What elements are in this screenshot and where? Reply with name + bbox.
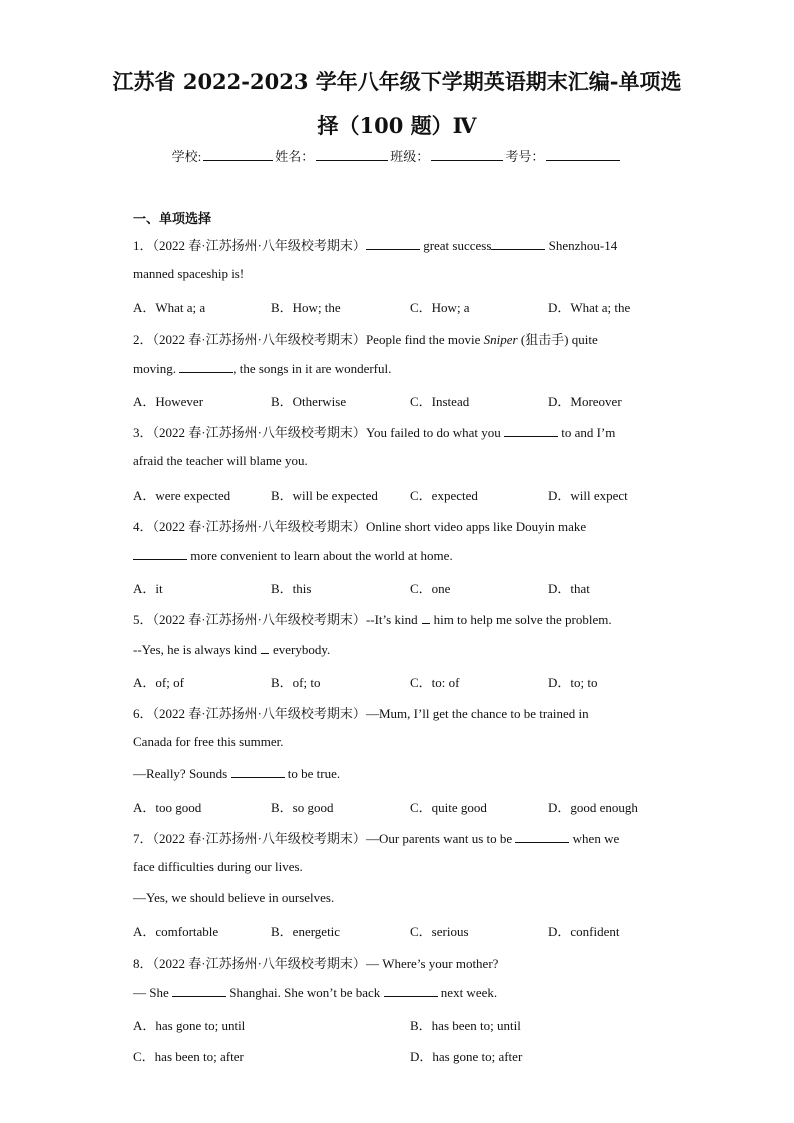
question-number: 4． xyxy=(133,519,153,534)
answer-blank xyxy=(384,984,438,997)
question-text: when we xyxy=(572,831,620,846)
option-d[interactable]: D．has gone to; after xyxy=(410,1049,523,1064)
option-a[interactable]: A．too good xyxy=(133,800,202,815)
question-1-line-2: manned spaceship is! xyxy=(133,266,245,281)
question-number: 3． xyxy=(133,425,153,440)
question-5-line-1 xyxy=(133,609,612,628)
question-number: 8． xyxy=(133,956,153,971)
option-b[interactable]: B．energetic xyxy=(271,924,341,939)
question-2-line-2 xyxy=(133,360,391,377)
question-number: 1． xyxy=(133,238,153,253)
option-a[interactable]: A．were expected xyxy=(133,488,231,503)
option-d[interactable]: D．confident xyxy=(548,924,620,939)
question-6-line-3 xyxy=(133,765,340,782)
number-label: 考号： xyxy=(505,149,545,164)
name-blank[interactable] xyxy=(316,148,388,161)
question-number: 7． xyxy=(133,831,153,846)
answer-blank xyxy=(504,424,558,437)
option-a[interactable]: A．of; of xyxy=(133,675,184,690)
option-b[interactable]: B．this xyxy=(271,581,312,596)
question-6-line-1 xyxy=(133,703,589,722)
option-a[interactable]: A．However xyxy=(133,394,204,409)
question-source: （2022 春·江苏扬州·八年级校考期末） xyxy=(152,332,366,347)
question-2-line-1 xyxy=(133,329,598,348)
question-source: （2022 春·江苏扬州·八年级校考期末） xyxy=(152,519,366,534)
option-b[interactable]: B．How; the xyxy=(271,300,341,315)
school-blank[interactable] xyxy=(203,148,273,161)
question-4-line-2 xyxy=(133,547,453,564)
question-text: — She xyxy=(133,985,169,1000)
question-source: （2022 春·江苏扬州·八年级校考期末） xyxy=(152,706,366,721)
question-text: next week. xyxy=(440,985,498,1000)
question-text: everybody. xyxy=(272,642,331,657)
question-3-line-2: afraid the teacher will blame you. xyxy=(133,453,308,468)
section-heading: 一、单项选择 xyxy=(133,212,212,227)
answer-blank xyxy=(491,237,545,250)
option-d[interactable]: D．good enough xyxy=(548,800,638,815)
question-text: You failed to do what you xyxy=(365,425,501,440)
movie-title: Sniper xyxy=(483,332,518,347)
question-text: great success xyxy=(423,238,492,253)
option-c[interactable]: C．has been to; after xyxy=(133,1049,244,1064)
option-b[interactable]: B．has been to; until xyxy=(410,1018,521,1033)
answer-blank xyxy=(231,765,285,778)
question-text: him to help me solve the problem. xyxy=(433,612,612,627)
school-label: 学校: xyxy=(171,149,202,164)
option-d[interactable]: D．to; to xyxy=(548,675,598,690)
option-d[interactable]: D．will expect xyxy=(548,488,628,503)
question-4-line-1 xyxy=(133,516,586,535)
answer-blank xyxy=(515,830,569,843)
answer-blank xyxy=(422,611,430,624)
option-b[interactable]: B．of; to xyxy=(271,675,321,690)
question-text: moving. xyxy=(133,361,176,376)
option-d[interactable]: D．that xyxy=(548,581,590,596)
question-source: （2022 春·江苏扬州·八年级校考期末） xyxy=(152,425,366,440)
option-a[interactable]: A．it xyxy=(133,581,163,596)
number-blank[interactable] xyxy=(546,148,620,161)
answer-blank xyxy=(133,547,187,560)
student-info-row xyxy=(0,146,794,165)
option-c[interactable]: C．Instead xyxy=(410,394,470,409)
option-c[interactable]: C．expected xyxy=(410,488,478,503)
question-text: Shanghai. She won’t be back xyxy=(229,985,381,1000)
question-text: Shenzhou-14 xyxy=(548,238,618,253)
question-text: People find the movie xyxy=(365,332,481,347)
question-text: —Our parents want us to be xyxy=(365,831,513,846)
question-text: , the songs in it are wonderful. xyxy=(233,361,392,376)
question-source: （2022 春·江苏扬州·八年级校考期末） xyxy=(152,238,366,253)
question-3-line-1 xyxy=(133,422,615,441)
question-text: to be true. xyxy=(287,766,341,781)
question-number: 2． xyxy=(133,332,153,347)
option-d[interactable]: D．Moreover xyxy=(548,394,622,409)
question-8-line-2 xyxy=(133,984,497,1001)
option-b[interactable]: B．so good xyxy=(271,800,334,815)
name-label: 姓名： xyxy=(275,149,315,164)
question-7-line-2: face difficulties during our lives. xyxy=(133,859,303,874)
option-c[interactable]: C．quite good xyxy=(410,800,487,815)
option-c[interactable]: C．to: of xyxy=(410,675,460,690)
question-text: —Mum, I’ll get the chance to be trained in xyxy=(365,706,589,721)
class-blank[interactable] xyxy=(431,148,503,161)
question-text: Online short video apps like Douyin make xyxy=(365,519,587,534)
question-7-line-3: —Yes, we should believe in ourselves. xyxy=(133,890,335,905)
question-5-line-2 xyxy=(133,641,330,658)
page-title-line-1: 江苏省 2022-2023 学年八年级下学期英语期末汇编-单项选 xyxy=(112,69,682,94)
option-c[interactable]: C．one xyxy=(410,581,451,596)
question-8-line-1 xyxy=(133,953,498,972)
option-d[interactable]: D．What a; the xyxy=(548,300,631,315)
question-6-line-2: Canada for free this summer. xyxy=(133,734,284,749)
question-text: — Where’s your mother? xyxy=(365,956,499,971)
answer-blank xyxy=(172,984,226,997)
question-source: （2022 春·江苏扬州·八年级校考期末） xyxy=(152,956,366,971)
question-1-line-1 xyxy=(133,235,617,254)
question-text: (狙击手) quite xyxy=(520,332,598,347)
question-number: 6． xyxy=(133,706,153,721)
option-b[interactable]: B．Otherwise xyxy=(271,394,347,409)
question-text: more convenient to learn about the world at home. xyxy=(190,548,453,563)
question-text: —Really? Sounds xyxy=(133,766,228,781)
question-source: （2022 春·江苏扬州·八年级校考期末） xyxy=(152,612,366,627)
option-c[interactable]: C．serious xyxy=(410,924,469,939)
answer-blank xyxy=(261,641,269,654)
question-text: --It’s kind xyxy=(365,612,418,627)
answer-blank xyxy=(366,237,420,250)
question-number: 5． xyxy=(133,612,153,627)
question-7-line-1 xyxy=(133,828,619,847)
option-b[interactable]: B．will be expected xyxy=(271,488,378,503)
page-title-line-2: 择（100 题）Ⅳ xyxy=(317,113,477,138)
class-label: 班级： xyxy=(390,149,430,164)
option-a[interactable]: A．comfortable xyxy=(133,924,219,939)
question-source: （2022 春·江苏扬州·八年级校考期末） xyxy=(152,831,366,846)
option-a[interactable]: A．has gone to; until xyxy=(133,1018,246,1033)
question-text: to and I’m xyxy=(561,425,616,440)
option-a[interactable]: A．What a; a xyxy=(133,300,206,315)
option-c[interactable]: C．How; a xyxy=(410,300,470,315)
answer-blank xyxy=(179,360,233,373)
question-text: --Yes, he is always kind xyxy=(133,642,257,657)
